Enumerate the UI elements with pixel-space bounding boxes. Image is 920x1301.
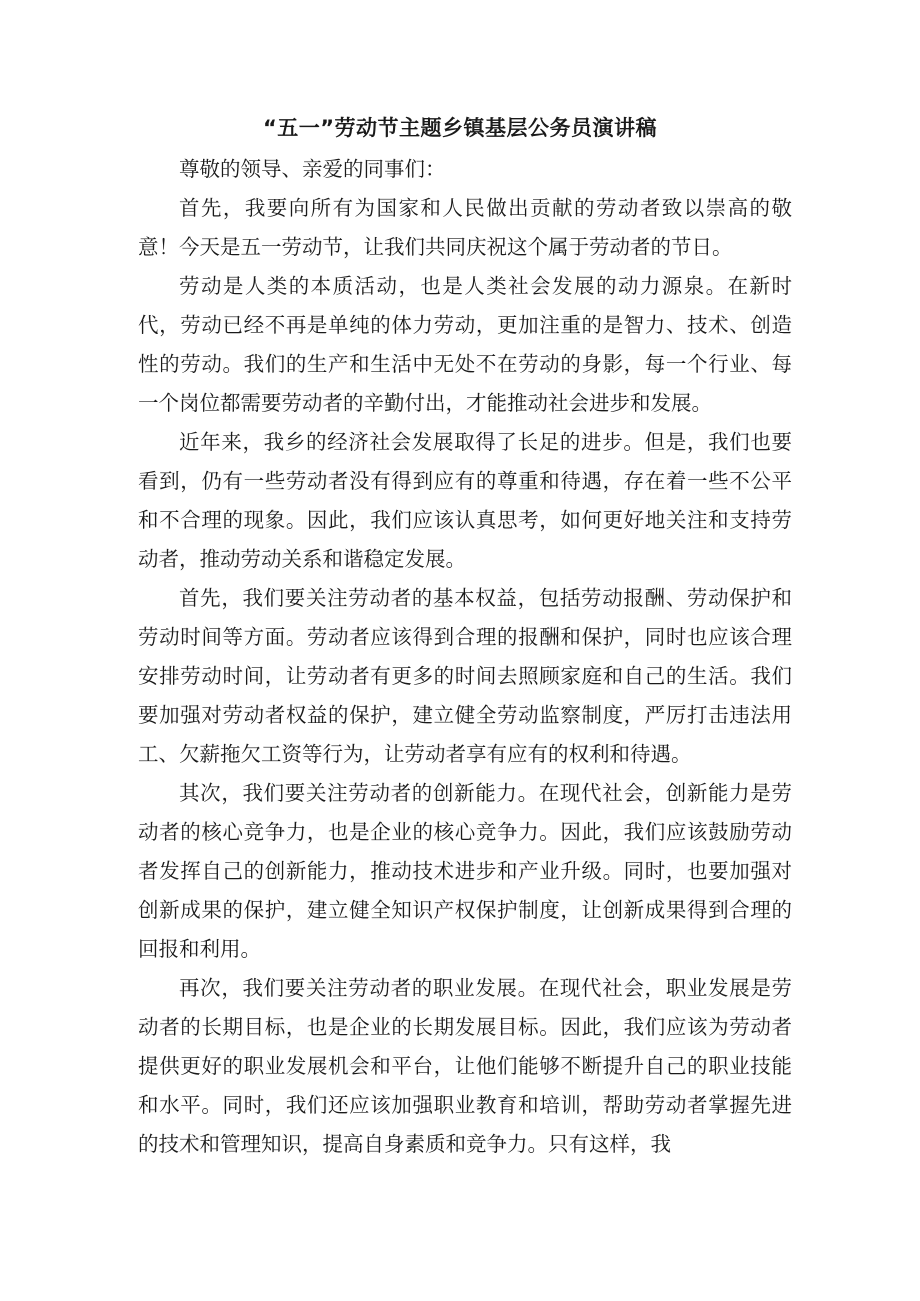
paragraph-5: 其次，我们要关注劳动者的创新能力。在现代社会，创新能力是劳动者的核心竞争力，也是企业的核心竞争力。因此，我们应该鼓励劳动者发挥自己的创新能力，推动技术进步和产业升级。同时，也要加强对创新成果的保护，建立健全知识产权保护制度，让创新成果得到合理的回报和利用。 (138, 781, 792, 961)
document-title: “五一”劳动节主题乡镇基层公务员演讲稿 (262, 116, 658, 140)
paragraph-6: 再次，我们要关注劳动者的职业发展。在现代社会，职业发展是劳动者的长期目标，也是企业的长期发展目标。因此，我们应该为劳动者提供更好的职业发展机会和平台，让他们能够不断提升自己的职业技能和水平。同时，我们还应该加强职业教育和培训，帮助劳动者掌握先进的技术和管理知识，提高自身素质和竞争力。只有这样，我 (138, 976, 792, 1156)
paragraph-3: 近年来，我乡的经济社会发展取得了长足的进步。但是，我们也要看到，仍有一些劳动者没有得到应有的尊重和待遇，存在着一些不公平和不合理的现象。因此，我们应该认真思考，如何更好地关注和支持劳动者，推动劳动关系和谐稳定发展。 (138, 430, 792, 571)
paragraph-1: 首先，我要向所有为国家和人民做出贡献的劳动者致以崇高的敬意！今天是五一劳动节，让我们共同庆祝这个属于劳动者的节日。 (138, 196, 792, 259)
paragraph-4: 首先，我们要关注劳动者的基本权益，包括劳动报酬、劳动保护和劳动时间等方面。劳动者应该得到合理的报酬和保护，同时也应该合理安排劳动时间，让劳动者有更多的时间去照顾家庭和自己的生活。我们要加强对劳动者权益的保护，建立健全劳动监察制度，严厉打击违法用工、欠薪拖欠工资等行为，让劳动者享有应有的权利和待遇。 (138, 586, 792, 766)
paragraph-2: 劳动是人类的本质活动，也是人类社会发展的动力源泉。在新时代，劳动已经不再是单纯的体力劳动，更加注重的是智力、技术、创造性的劳动。我们的生产和生活中无处不在劳动的身影，每一个行业、每一个岗位都需要劳动者的辛勤付出，才能推动社会进步和发展。 (138, 274, 792, 415)
salutation: 尊敬的领导、亲爱的同事们： (179, 157, 446, 181)
document-body (138, 150, 792, 1164)
